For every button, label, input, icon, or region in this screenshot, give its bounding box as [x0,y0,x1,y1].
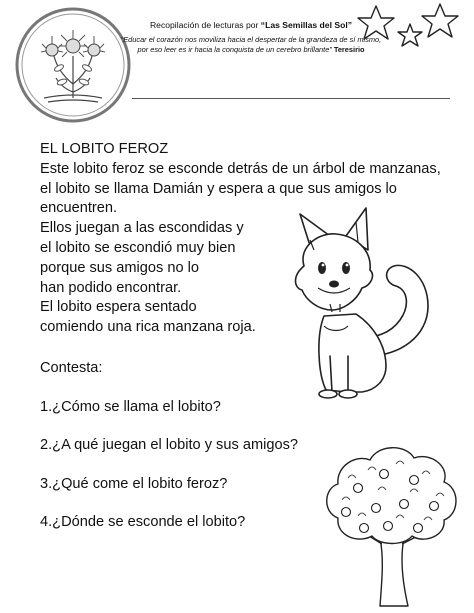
question-item: 1.¿Cómo se llama el lobito? [40,399,221,415]
star-icon [352,2,464,56]
quote-author: Teresirio [333,45,365,55]
header-divider [132,98,450,99]
question-item: 4.¿Dónde se esconde el lobito? [40,514,246,530]
answer-label: Contesta: [40,360,103,376]
credit-name: “Las Semillas del Sol” [260,20,353,30]
story-line: Ellos juegan a las escondidas y [40,220,244,237]
header-quote [116,35,386,55]
quote-text: “Educar el corazón nos moviliza hacia el despertar de la grandeza de sí mismo, por eso leer es ir hacia la conquista de un cerebro brillante” [120,35,382,55]
story-line: el lobito se llama Damián y espera a que sus amigos lo [40,180,397,197]
story-line: Este lobito feroz se esconde detrás de un árbol de manzanas, [40,160,441,177]
fox-illustration [290,206,438,404]
story-line: porque sus amigos no lo [40,259,200,276]
apple-tree-illustration [318,440,466,608]
header-text [116,20,386,55]
story-line: encuentren. [40,200,118,217]
header-credit [116,20,386,30]
question-item: 3.¿Qué come el lobito feroz? [40,476,228,492]
credit-prefix: Recopilación de lecturas por [149,20,259,30]
story-line: el lobito se escondió muy bien [40,239,236,256]
story-line: comiendo una rica manzana roja. [40,319,256,336]
story-line: El lobito espera sentado [40,299,197,316]
flower-logo-icon [14,6,132,124]
story-title: EL LOBITO FEROZ [40,141,169,157]
story-line: han podido encontrar. [40,279,182,296]
question-item: 2.¿A qué juegan el lobito y sus amigos? [40,437,298,453]
